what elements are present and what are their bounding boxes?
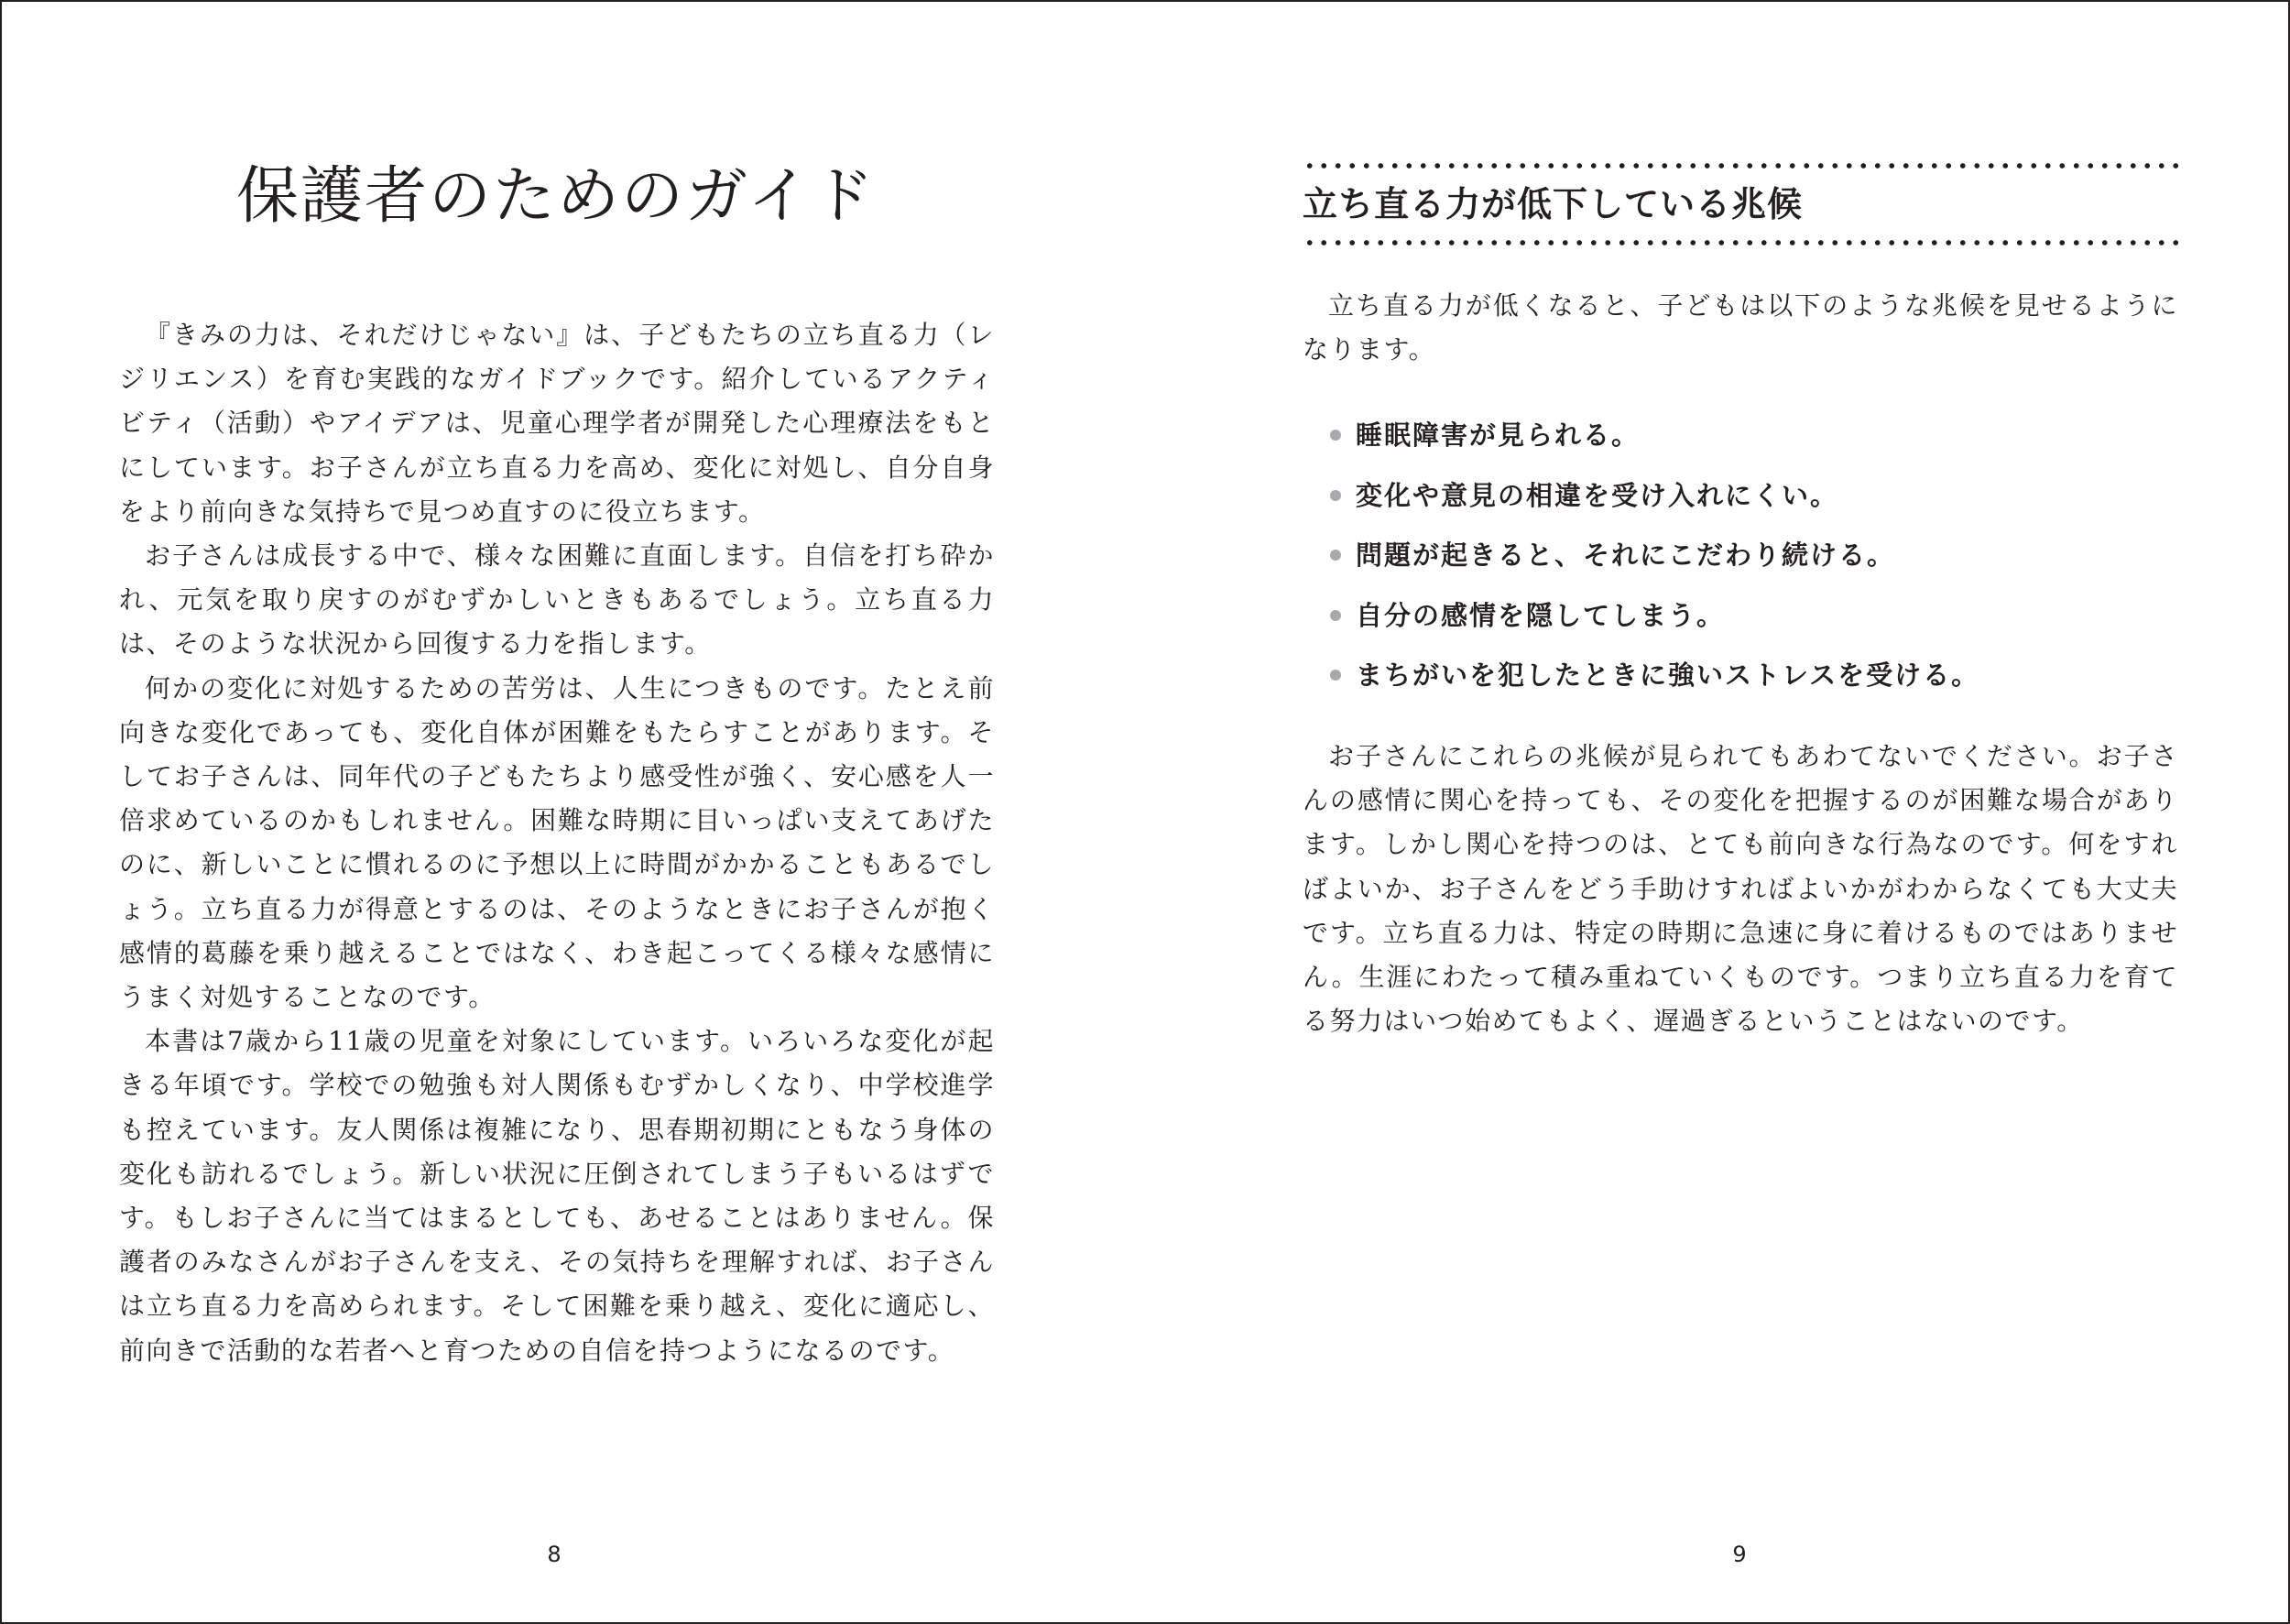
page-number-left: 8 bbox=[547, 1542, 562, 1567]
section-heading: 立ち直る力が低下している兆候 bbox=[1303, 184, 1804, 224]
closing-text bbox=[1303, 735, 2178, 1043]
list-item bbox=[1328, 593, 2171, 653]
list-item bbox=[1328, 473, 2171, 533]
paragraph: 何かの変化に対処するための苦労は、人生につきものです。たとえ前向きな変化であっても、変化自体が困難をもたらすことがあります。そしてお子さんは、同年代の子どもたちより感受性が強く、安心感を人一倍求めているのかもしれません。困難な時期に目いっぱい支えてあげたのに、新しいことに慣れるのに予想以上に時間がかかることもあるでしょう。立ち直る力が得意とするのは、そのようなときにお子さんが抱く感情的葛藤を乗り越えることではなく、わき起こってくる様々な感情にうまく対処することなのです。 bbox=[119, 672, 995, 1013]
list-item bbox=[1328, 412, 2171, 473]
dotted-rule-bottom bbox=[1303, 239, 2178, 246]
list-item bbox=[1328, 532, 2171, 593]
sign-text: 問題が起きると、それにこだわり続ける。 bbox=[1356, 540, 1896, 571]
dotted-rule-top bbox=[1303, 162, 2178, 169]
paragraph: 本書は7歳から11歳の児童を対象にしています。いろいろな変化が起きる年頃です。学校での勉強も対人関係もむずかしくなり、中学校進学も控えています。友人関係は複雑になり、思春期初期にともなう身体の変化も訪れるでしょう。新しい状況に圧倒されてしまう子もいるはずです。もしお子さんに当てはまるとしても、あせることはありません。保護者のみなさんがお子さんを支え、その気持ちを理解すれば、お子さんは立ち直る力を高められます。そして困難を乗り越え、変化に適応し、前向きで活動的な若者へと育つための自信を持つようになるのです。 bbox=[119, 1026, 995, 1366]
paragraph: 『きみの力は、それだけじゃない』は、子どもたちの立ち直る力（レジリエンス）を育む実践的なガイドブックです。紹介しているアクティビティ（活動）やアイデアは、児童心理学者が開発した心理療法をもとにしています。お子さんが立ち直る力を高め、変化に対処し、自分自身をより前向きな気持ちで見つめ直すのに役立ちます。 bbox=[119, 320, 995, 527]
bullet-dot-icon bbox=[1330, 670, 1341, 681]
bullet-dot-icon bbox=[1330, 550, 1341, 561]
intro-text bbox=[1303, 284, 2178, 372]
bullet-dot-icon bbox=[1330, 430, 1341, 441]
sign-text: まちがいを犯したときに強いストレスを受ける。 bbox=[1356, 659, 1980, 691]
paragraph: お子さんにこれらの兆候が見られてもあわてないでください。お子さんの感情に関心を持っても、その変化を把握するのが困難な場合があります。しかし関心を持つのは、とても前向きな行為なのです。何をすればよいか、お子さんをどう手助けすればよいかがわからなくても大丈夫です。立ち直る力は、特定の時期に急速に身に着けるものではありません。生涯にわたって積み重ねていくものです。つまり立ち直る力を育てる努力はいつ始めてもよく、遅過ぎるということはないのです。 bbox=[1303, 741, 2178, 1037]
signs-list bbox=[1328, 412, 2171, 713]
left-page bbox=[2, 2, 1145, 1622]
paragraph: 立ち直る力が低くなると、子どもは以下のような兆候を見せるようになります。 bbox=[1303, 290, 2178, 365]
sign-text: 自分の感情を隠してしまう。 bbox=[1356, 599, 1726, 631]
sign-text: 変化や意見の相違を受け入れにくい。 bbox=[1356, 479, 1839, 511]
paragraph: お子さんは成長する中で、様々な困難に直面します。自信を打ち砕かれ、元気を取り戻すのがむずかしいときもあるでしょう。立ち直る力は、そのような状況から回復する力を指します。 bbox=[119, 540, 995, 659]
page-title: 保護者のためのガイド bbox=[236, 160, 876, 233]
bullet-dot-icon bbox=[1330, 490, 1341, 501]
list-item bbox=[1328, 652, 2171, 713]
bullet-dot-icon bbox=[1330, 610, 1341, 621]
page-number-right: 9 bbox=[1732, 1542, 1747, 1567]
guide-body bbox=[119, 313, 995, 1373]
sign-text: 睡眠障害が見られる。 bbox=[1356, 420, 1641, 451]
